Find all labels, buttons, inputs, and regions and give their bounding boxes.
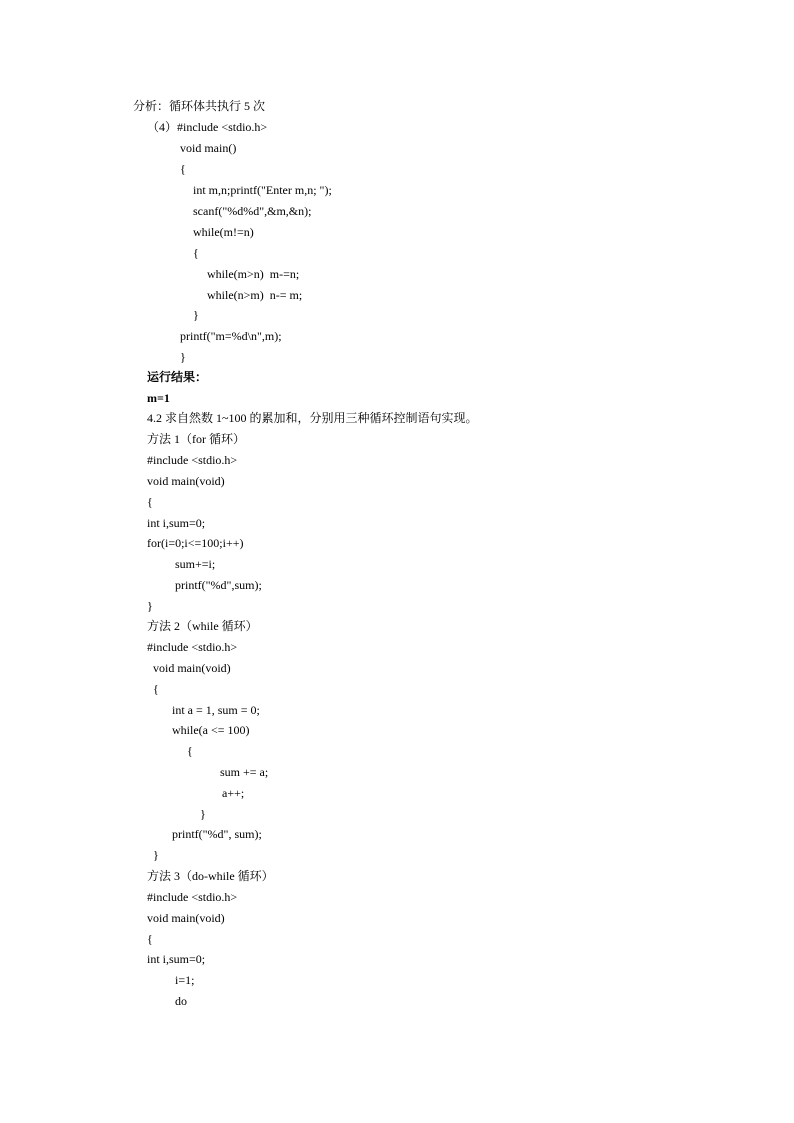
run-result-value: m=1: [147, 391, 170, 405]
code-line: printf("%d", sum);: [172, 827, 262, 841]
code-line: int i,sum=0;: [147, 516, 206, 530]
code-line: void main(): [180, 141, 237, 155]
analysis-text: 分析：循环体共执行 5 次: [133, 99, 266, 113]
code-line: while(m!=n): [193, 225, 254, 239]
problem-4-2: 4.2 求自然数 1~100 的累加和，分别用三种循环控制语句实现。: [147, 411, 478, 425]
code-line: while(a <= 100): [172, 723, 250, 737]
code-line: while(n>m) n-= m;: [207, 288, 303, 302]
code-line: void main(void): [147, 474, 225, 488]
method3-title: 方法 3（do-while 循环）: [147, 869, 274, 883]
code-line: {: [180, 162, 186, 176]
code-line: }: [153, 848, 159, 862]
code-line: }: [147, 599, 153, 613]
code-line: a++;: [222, 786, 245, 800]
code-line: void main(void): [147, 911, 225, 925]
code-line: i=1;: [175, 973, 195, 987]
code-line: sum += a;: [220, 765, 269, 779]
code-line: scanf("%d%d",&m,&n);: [193, 204, 312, 218]
code-line: printf("%d",sum);: [175, 578, 262, 592]
code-line: sum+=i;: [175, 557, 216, 571]
code-line: }: [180, 350, 186, 364]
code-line: {: [147, 495, 153, 509]
code-line: do: [175, 994, 187, 1008]
code-line: {: [193, 246, 199, 260]
method1-title: 方法 1（for 循环）: [147, 432, 245, 446]
program4-header: （4）#include <stdio.h>: [147, 120, 268, 134]
method2-title: 方法 2（while 循环）: [147, 619, 258, 633]
code-line: #include <stdio.h>: [147, 640, 238, 654]
code-line: int a = 1, sum = 0;: [172, 703, 260, 717]
code-line: void main(void): [153, 661, 231, 675]
code-line: }: [193, 308, 199, 322]
code-line: int m,n;printf("Enter m,n; ");: [193, 183, 332, 197]
code-line: {: [153, 682, 159, 696]
code-line: int i,sum=0;: [147, 952, 206, 966]
code-line: printf("m=%d\n",m);: [180, 329, 282, 343]
code-line: {: [147, 932, 153, 946]
code-line: for(i=0;i<=100;i++): [147, 536, 244, 550]
code-line: }: [200, 807, 206, 821]
code-line: {: [187, 744, 193, 758]
code-line: while(m>n) m-=n;: [207, 267, 300, 281]
run-result-label: 运行结果：: [147, 370, 208, 384]
code-line: #include <stdio.h>: [147, 453, 238, 467]
code-line: #include <stdio.h>: [147, 890, 238, 904]
